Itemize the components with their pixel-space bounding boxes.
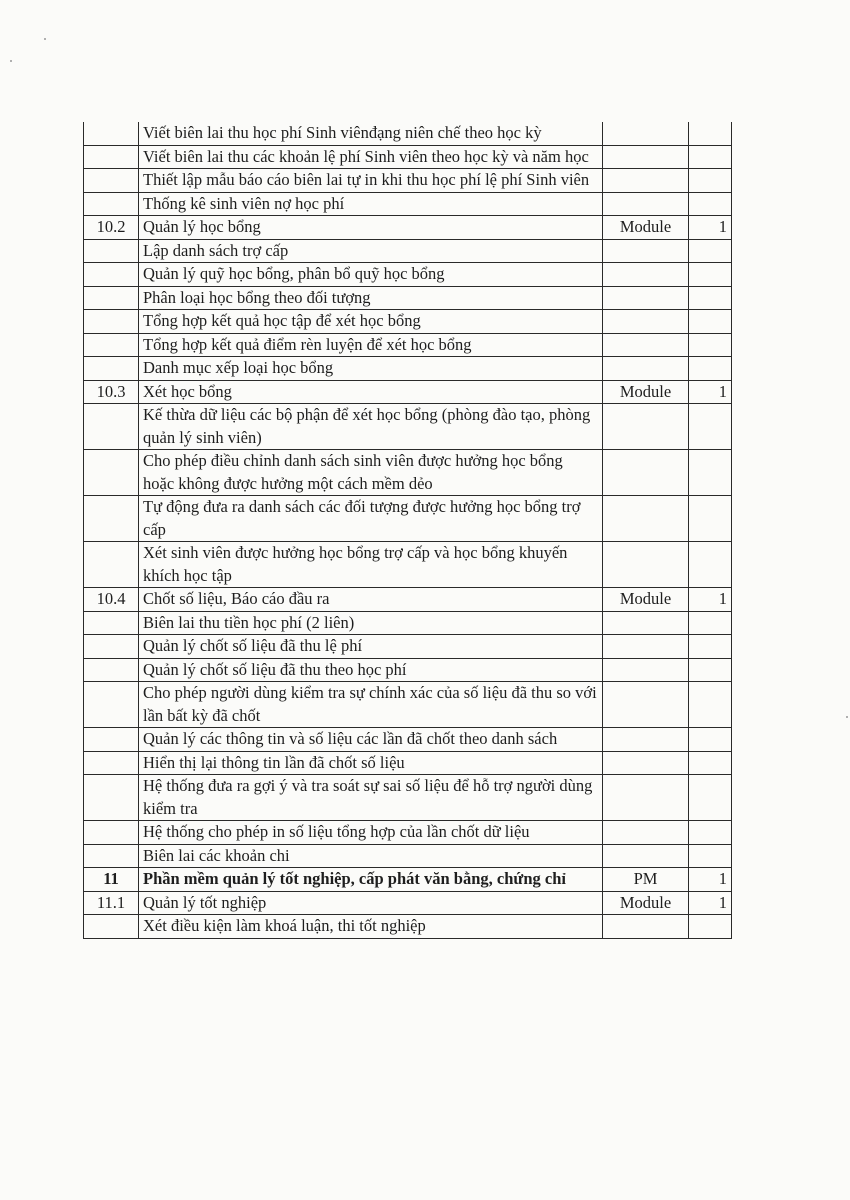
row-content-cell: Tổng hợp kết quả điểm rèn luyện để xét học bổng [139,333,603,357]
table-row [84,380,732,404]
row-number-cell [84,122,139,145]
row-quantity-cell [689,728,732,752]
row-unit-cell [603,635,689,659]
table-row [84,450,732,496]
row-unit-cell [603,145,689,169]
row-quantity-cell [689,122,732,145]
table-row [84,635,732,659]
row-unit-cell [603,542,689,588]
table-row [84,239,732,263]
table-row [84,333,732,357]
row-number-cell [84,169,139,193]
row-quantity-cell [689,635,732,659]
row-content-cell: Xét điều kiện làm khoá luận, thi tốt nghiệp [139,915,603,939]
spec-table [83,122,732,939]
row-unit-cell [603,357,689,381]
row-content-cell: Phần mềm quản lý tốt nghiệp, cấp phát văn bằng, chứng chỉ [139,868,603,892]
row-number-cell [84,239,139,263]
scan-speck [44,38,46,40]
row-number-cell: 10.4 [84,588,139,612]
row-number-cell [84,404,139,450]
row-content-cell: Biên lai thu tiền học phí (2 liên) [139,611,603,635]
row-quantity-cell [689,286,732,310]
row-number-cell [84,844,139,868]
row-number-cell [84,611,139,635]
table-row [84,310,732,334]
row-quantity-cell [689,496,732,542]
row-number-cell [84,263,139,287]
row-number-cell [84,450,139,496]
row-quantity-cell: 1 [689,216,732,240]
row-content-cell: Viết biên lai thu các khoản lệ phí Sinh viên theo học kỳ và năm học [139,145,603,169]
row-number-cell: 11 [84,868,139,892]
row-number-cell [84,357,139,381]
row-unit-cell [603,844,689,868]
row-unit-cell [603,404,689,450]
table-row [84,263,732,287]
row-quantity-cell [689,844,732,868]
row-content-cell: Chốt số liệu, Báo cáo đầu ra [139,588,603,612]
row-content-cell: Quản lý các thông tin và số liệu các lần đã chốt theo danh sách [139,728,603,752]
row-content-cell: Viết biên lai thu học phí Sinh viênđạng niên chế theo học kỳ [139,122,603,145]
table-row [84,611,732,635]
row-content-cell: Phân loại học bổng theo đối tượng [139,286,603,310]
row-quantity-cell [689,542,732,588]
row-content-cell: Quản lý chốt số liệu đã thu lệ phí [139,635,603,659]
row-number-cell [84,821,139,845]
row-unit-cell [603,239,689,263]
row-unit-cell [603,450,689,496]
row-unit-cell: Module [603,216,689,240]
row-content-cell: Hệ thống đưa ra gợi ý và tra soát sự sai số liệu để hỗ trợ người dùng kiểm tra [139,775,603,821]
row-quantity-cell [689,333,732,357]
scan-speck [10,60,12,62]
row-number-cell: 11.1 [84,891,139,915]
row-content-cell: Quản lý học bổng [139,216,603,240]
row-unit-cell [603,333,689,357]
table-row [84,404,732,450]
row-content-cell: Quản lý tốt nghiệp [139,891,603,915]
row-unit-cell [603,611,689,635]
table-row [84,682,732,728]
row-unit-cell [603,775,689,821]
table-row [84,891,732,915]
row-unit-cell [603,310,689,334]
row-quantity-cell [689,775,732,821]
row-content-cell: Thiết lập mẫu báo cáo biên lai tự in khi thu học phí lệ phí Sinh viên [139,169,603,193]
row-number-cell [84,658,139,682]
row-unit-cell [603,682,689,728]
row-number-cell [84,496,139,542]
row-content-cell: Xét học bổng [139,380,603,404]
row-unit-cell: Module [603,891,689,915]
row-number-cell [84,751,139,775]
table-row [84,588,732,612]
row-content-cell: Thống kê sinh viên nợ học phí [139,192,603,216]
row-quantity-cell [689,915,732,939]
row-quantity-cell: 1 [689,891,732,915]
row-unit-cell: Module [603,380,689,404]
row-number-cell: 10.2 [84,216,139,240]
row-quantity-cell [689,357,732,381]
table-row [84,751,732,775]
row-quantity-cell [689,169,732,193]
row-unit-cell [603,122,689,145]
table-row [84,496,732,542]
row-quantity-cell: 1 [689,588,732,612]
row-quantity-cell [689,611,732,635]
row-unit-cell [603,751,689,775]
row-unit-cell [603,728,689,752]
spec-table-body [84,122,732,938]
row-unit-cell [603,915,689,939]
row-unit-cell [603,496,689,542]
row-number-cell [84,333,139,357]
row-unit-cell [603,821,689,845]
table-row [84,216,732,240]
row-content-cell: Tổng hợp kết quả học tập để xét học bổng [139,310,603,334]
row-content-cell: Kế thừa dữ liệu các bộ phận để xét học bổng (phòng đào tạo, phòng quản lý sinh viên) [139,404,603,450]
table-row [84,145,732,169]
row-number-cell [84,145,139,169]
row-content-cell: Xét sinh viên được hưởng học bổng trợ cấp và học bổng khuyến khích học tập [139,542,603,588]
table-row [84,192,732,216]
row-content-cell: Danh mục xếp loại học bổng [139,357,603,381]
row-quantity-cell: 1 [689,868,732,892]
row-unit-cell [603,263,689,287]
row-content-cell: Hiển thị lại thông tin lần đã chốt số liệu [139,751,603,775]
row-number-cell [84,635,139,659]
row-unit-cell [603,169,689,193]
table-row [84,169,732,193]
table-row [84,122,732,145]
row-unit-cell [603,192,689,216]
row-content-cell: Quản lý chốt số liệu đã thu theo học phí [139,658,603,682]
row-number-cell [84,286,139,310]
row-quantity-cell [689,263,732,287]
row-quantity-cell [689,751,732,775]
row-content-cell: Biên lai các khoản chi [139,844,603,868]
table-row [84,357,732,381]
table-row [84,728,732,752]
scan-speck [846,716,848,718]
row-number-cell [84,310,139,334]
table-row [84,542,732,588]
row-unit-cell [603,658,689,682]
row-quantity-cell [689,145,732,169]
row-unit-cell: PM [603,868,689,892]
row-number-cell: 10.3 [84,380,139,404]
row-quantity-cell [689,239,732,263]
table-row [84,915,732,939]
row-quantity-cell: 1 [689,380,732,404]
row-number-cell [84,192,139,216]
row-quantity-cell [689,404,732,450]
row-number-cell [84,728,139,752]
row-quantity-cell [689,450,732,496]
row-content-cell: Cho phép người dùng kiểm tra sự chính xác của số liệu đã thu so với lần bất kỳ đã chốt [139,682,603,728]
row-content-cell: Lập danh sách trợ cấp [139,239,603,263]
table-row [84,286,732,310]
table-row [84,868,732,892]
row-number-cell [84,915,139,939]
row-quantity-cell [689,192,732,216]
table-row [84,844,732,868]
row-unit-cell [603,286,689,310]
row-content-cell: Cho phép điều chỉnh danh sách sinh viên được hưởng học bổng hoặc không được hưởng một cách mềm dẻo [139,450,603,496]
row-content-cell: Quản lý quỹ học bổng, phân bổ quỹ học bổng [139,263,603,287]
row-quantity-cell [689,821,732,845]
row-quantity-cell [689,310,732,334]
row-number-cell [84,542,139,588]
table-row [84,658,732,682]
row-number-cell [84,682,139,728]
row-content-cell: Hệ thống cho phép in số liệu tổng hợp của lần chốt dữ liệu [139,821,603,845]
row-content-cell: Tự động đưa ra danh sách các đối tượng được hưởng học bổng trợ cấp [139,496,603,542]
table-row [84,775,732,821]
row-unit-cell: Module [603,588,689,612]
row-quantity-cell [689,682,732,728]
row-number-cell [84,775,139,821]
table-row [84,821,732,845]
row-quantity-cell [689,658,732,682]
